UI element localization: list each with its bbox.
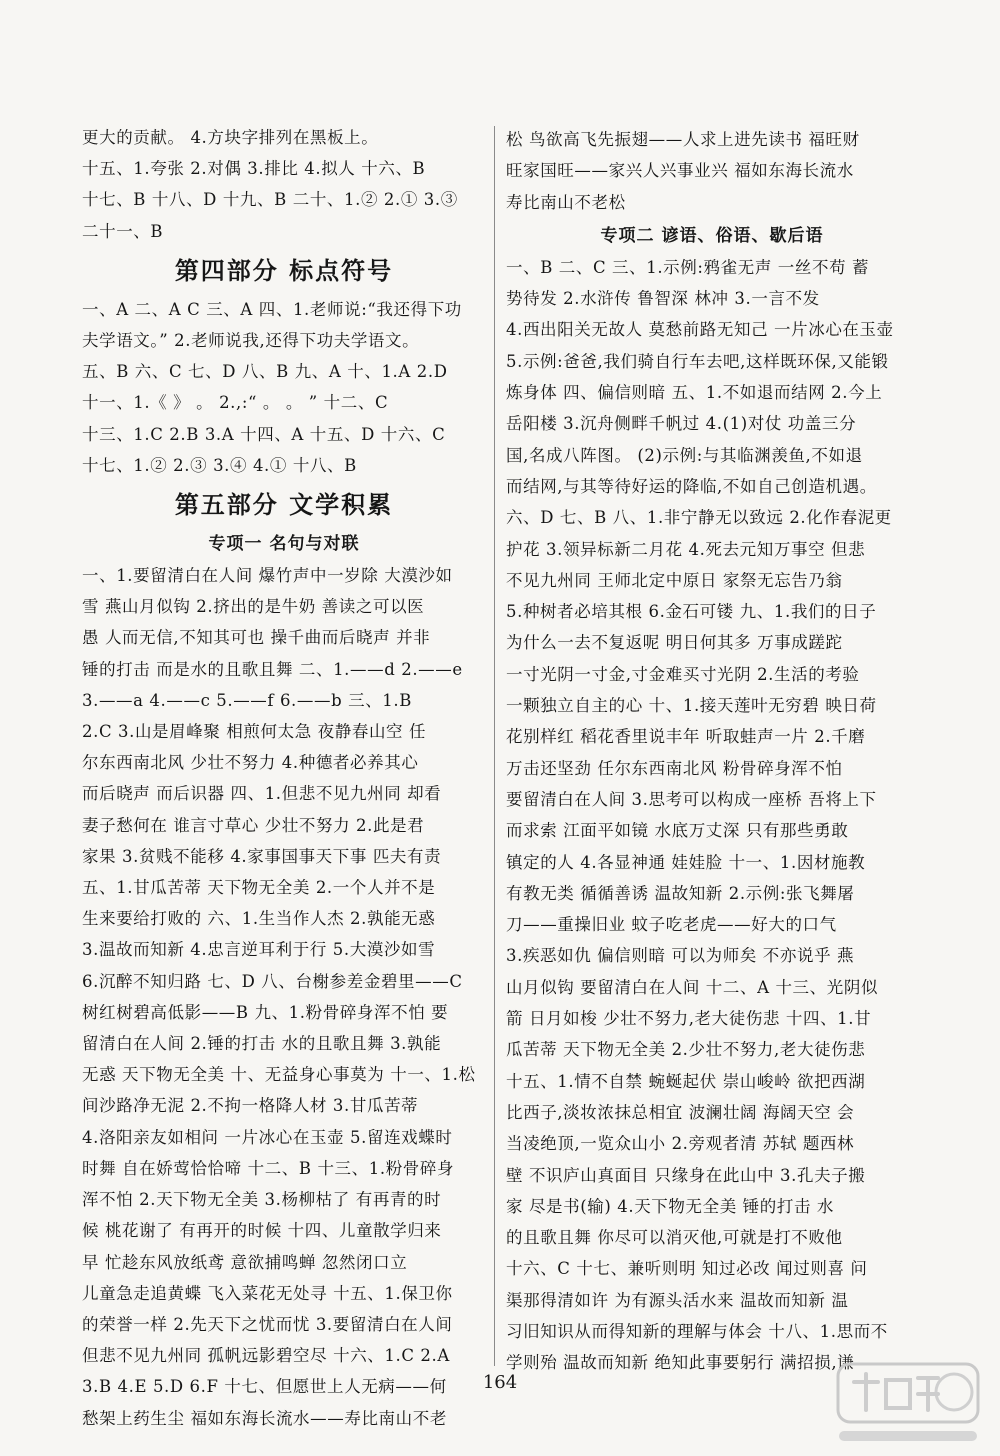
left-answer-line: 儿童急走追黄蝶 飞入菜花无处寻 十五、1.保卫你 xyxy=(82,1283,453,1303)
right-answer-line: 箭 日月如梭 少壮不努力,老大徒伤悲 十四、1.甘 xyxy=(506,1009,872,1029)
right-answer-line: 壁 不识庐山真面目 只缘身在此山中 3.孔夫子搬 xyxy=(506,1165,866,1185)
left-answer-line: 愚 人而无信,不知其可也 操千曲而后晓声 并非 xyxy=(82,628,431,648)
right-answer-line: 瓜苦蒂 天下物无全美 2.少壮不努力,老大徒伤悲 xyxy=(506,1040,866,1060)
left-answer-line: 树红树碧高低影——B 九、1.粉骨碎身浑不怕 要 xyxy=(82,1002,449,1022)
right-answer-line: 花别样红 稻花香里说丰年 听取蛙声一片 2.千磨 xyxy=(506,727,866,747)
left-answer-line: 十五、1.夸张 2.对偶 3.排比 4.拟人 十六、B xyxy=(82,159,426,179)
right-answer-line: 岳阳楼 3.沉舟侧畔千帆过 4.(1)对仗 功盖三分 xyxy=(506,414,857,434)
left-answer-line: 一、A 二、A C 三、A 四、1.老师说:“我还得下功 xyxy=(82,299,462,319)
right-answer-line: 旺家国旺——家兴人兴事业兴 福如东海长流水 xyxy=(506,161,854,181)
left-answer-line: 早 忙趁东风放纸鸢 意欲捕鸣蝉 忽然闭口立 xyxy=(82,1252,408,1272)
right-answer-line: 国,名成八阵图。 (2)示例:与其临渊羡鱼,不如退 xyxy=(506,445,863,465)
right-answer-line: 当凌绝顶,一览众山小 2.旁观者清 苏轼 题西林 xyxy=(506,1134,855,1154)
right-answer-line: 的且歌且舞 你尽可以消灭他,可就是打不败他 xyxy=(506,1228,843,1248)
right-answer-line: 势待发 2.水浒传 鲁智深 林冲 3.一言不发 xyxy=(506,289,820,309)
left-answer-line: 十三、1.C 2.B 3.A 十四、A 十五、D 十六、C xyxy=(82,424,446,444)
right-answer-line: 而求索 江面平如镜 水底万丈深 只有那些勇敢 xyxy=(506,821,849,841)
part4-heading: 第四部分 标点符号 xyxy=(174,256,394,285)
left-answer-line: 雪 燕山月似钩 2.挤出的是牛奶 善读之可以医 xyxy=(82,597,425,617)
left-column xyxy=(82,122,486,1434)
watermark-logo xyxy=(834,1358,982,1450)
right-answer-line: 十六、C 十七、兼听则明 知过必改 闻过则喜 问 xyxy=(506,1259,868,1279)
left-answer-line: 家果 3.贫贱不能移 4.家事国事天下事 匹夫有责 xyxy=(82,846,442,866)
left-answer-line: 3.B 4.E 5.D 6.F 十七、但愿世上人无病——何 xyxy=(82,1377,447,1397)
left-answer-line: 二十一、B xyxy=(82,221,164,241)
right-answer-line: 护花 3.领异标新二月花 4.死去元知万事空 但悲 xyxy=(506,539,866,559)
left-answer-line: 十一、1.《 》 。 2.,:“ 。 。 ” 十二、C xyxy=(82,393,389,413)
right-answer-line: 炼身体 四、偏信则暗 五、1.不如退而结网 2.今上 xyxy=(506,383,883,403)
right-answer-line: 学则殆 温故而知新 绝知此事要躬行 满招损,谦 xyxy=(506,1353,855,1373)
left-answer-line: 候 桃花谢了 有再开的时候 十四、儿童散学归来 xyxy=(82,1221,442,1241)
right-lines-a xyxy=(506,124,918,218)
left-answer-line: 3.温故而知新 4.忠言逆耳利于行 5.大漠沙如雪 xyxy=(82,940,436,960)
right-answer-line: 为什么一去不复返呢 明日何其多 万事成蹉跎 xyxy=(506,633,843,653)
left-answer-line: 十七、1.② 2.③ 3.④ 4.① 十八、B xyxy=(82,455,357,475)
page-number: 164 xyxy=(482,1372,518,1393)
left-answer-line: 间沙路净无泥 2.不拘一格降人材 3.甘瓜苦蒂 xyxy=(82,1096,419,1116)
left-lines-b xyxy=(82,294,486,481)
left-answer-line: 更大的贡献。 4.方块字排列在黑板上。 xyxy=(82,128,379,147)
right-answer-line: 3.疾恶如仇 偏信则暗 可以为师矣 不亦说乎 燕 xyxy=(506,946,855,966)
right-answer-line: 六、D 七、B 八、1.非宁静无以致远 2.化作春泥更 xyxy=(506,508,892,528)
right-lines-b xyxy=(506,252,918,1379)
left-answer-line: 6.沉醉不知归路 七、D 八、台榭参差金碧里——C xyxy=(82,971,463,991)
left-answer-line: 尔东西南北风 少壮不努力 4.种德者必养其心 xyxy=(82,753,419,773)
part5-heading: 第五部分 文学积累 xyxy=(174,491,394,520)
left-answer-line: 的荣誉一样 2.先天下之忧而忧 3.要留清白在人间 xyxy=(82,1314,453,1334)
section2-heading: 专项二 谚语、俗语、歇后语 xyxy=(600,225,824,246)
right-answer-line: 十五、1.情不自禁 蜿蜒起伏 崇山峻岭 欲把西湖 xyxy=(506,1071,866,1091)
right-answer-line: 5.示例:爸爸,我们骑自行车去吧,这样既环保,又能锻 xyxy=(506,351,889,371)
right-answer-line: 一颗独立自主的心 十、1.接天莲叶无穷碧 映日荷 xyxy=(506,696,877,716)
right-answer-line: 5.种树者必培其根 6.金石可镂 九、1.我们的日子 xyxy=(506,602,877,622)
left-answer-line: 但悲不见九州同 孤帆远影碧空尽 十六、1.C 2.A xyxy=(82,1346,450,1366)
column-divider xyxy=(494,126,495,1366)
watermark-logo-icon xyxy=(834,1358,982,1450)
right-answer-line: 而结网,与其等待好运的降临,不如自己创造机遇。 xyxy=(506,476,877,496)
right-answer-line: 4.西出阳关无故人 莫愁前路无知己 一片冰心在玉壶 xyxy=(506,320,894,340)
left-answer-line: 夫学语文。” 2.老师说我,还得下功夫学语文。 xyxy=(82,331,420,351)
left-answer-line: 十七、B 十八、D 十九、B 二十、1.② 2.① 3.③ xyxy=(82,190,458,210)
left-answer-line: 锤的打击 而是水的且歌且舞 二、1.——d 2.——e xyxy=(82,659,463,679)
right-answer-line: 一寸光阴一寸金,寸金难买寸光阴 2.生活的考验 xyxy=(506,664,860,684)
right-answer-line: 不见九州同 王师北定中原日 家祭无忘告乃翁 xyxy=(506,570,843,590)
left-answer-line: 时舞 自在娇莺恰恰啼 十二、B 十三、1.粉骨碎身 xyxy=(82,1158,455,1178)
right-answer-line: 习旧知识从而得知新的理解与体会 十八、1.思而不 xyxy=(506,1321,888,1341)
right-answer-line: 寿比南山不老松 xyxy=(506,192,626,212)
right-answer-line: 松 鸟欲高飞先振翅——人求上进先读书 福旺财 xyxy=(506,130,860,149)
right-answer-line: 要留清白在人间 3.思考可以构成一座桥 吾将上下 xyxy=(506,789,877,809)
right-answer-line: 家 尽是书(输) 4.天下物无全美 锤的打击 水 xyxy=(506,1196,834,1216)
left-answer-line: 五、B 六、C 七、D 八、B 九、A 十、1.A 2.D xyxy=(82,362,448,382)
right-answer-line: 万击还坚劲 任尔东西南北风 粉骨碎身浑不怕 xyxy=(506,758,843,778)
right-column xyxy=(506,124,918,1379)
right-answer-line: 渠那得清如许 为有源头活水来 温故而知新 温 xyxy=(506,1290,849,1310)
left-answer-line: 无惑 天下物无全美 十、无益身心事莫为 十一、1.松 xyxy=(82,1065,476,1085)
right-answer-line: 一、B 二、C 三、1.示例:鸦雀无声 一丝不苟 蓄 xyxy=(506,257,870,277)
left-answer-line: 妻子愁何在 谁言寸草心 少壮不努力 2.此是君 xyxy=(82,815,425,835)
right-answer-line: 有教无类 循循善诱 温故知新 2.示例:张飞舞屠 xyxy=(506,883,855,903)
left-answer-line: 2.C 3.山是眉峰聚 相煎何太急 夜静春山空 任 xyxy=(82,722,427,742)
left-answer-line: 留清白在人间 2.锤的打击 水的且歌且舞 3.孰能 xyxy=(82,1034,442,1054)
left-lines-c xyxy=(82,560,486,1434)
left-answer-line: 生来要给打败的 六、1.生当作人杰 2.孰能无惑 xyxy=(82,909,436,929)
right-answer-line: 刀——重操旧业 蚊子吃老虎——好大的口气 xyxy=(506,915,837,935)
left-answer-line: 一、1.要留清白在人间 爆竹声中一岁除 大漠沙如 xyxy=(82,566,453,586)
right-answer-line: 镇定的人 4.各显神通 娃娃脸 十一、1.因材施教 xyxy=(506,852,866,872)
left-answer-line: 五、1.甘瓜苦蒂 天下物无全美 2.一个人并不是 xyxy=(82,878,436,898)
right-answer-line: 比西子,淡妆浓抹总相宜 波澜壮阔 海阔天空 会 xyxy=(506,1102,855,1122)
left-answer-line: 而后晓声 而后识器 四、1.但悲不见九州同 却看 xyxy=(82,784,442,804)
left-answer-line: 愁架上药生尘 福如东海长流水——寿比南山不老 xyxy=(82,1408,447,1428)
left-lines-a xyxy=(82,122,486,247)
section1-heading: 专项一 名句与对联 xyxy=(208,534,360,555)
left-answer-line: 4.洛阳亲友如相问 一片冰心在玉壶 5.留连戏蝶时 xyxy=(82,1127,453,1147)
right-answer-line: 山月似钩 要留清白在人间 十二、A 十三、光阴似 xyxy=(506,977,879,997)
left-answer-line: 浑不怕 2.天下物无全美 3.杨柳枯了 有再青的时 xyxy=(82,1190,442,1210)
left-answer-line: 3.——a 4.——c 5.——f 6.——b 三、1.B xyxy=(82,690,412,710)
